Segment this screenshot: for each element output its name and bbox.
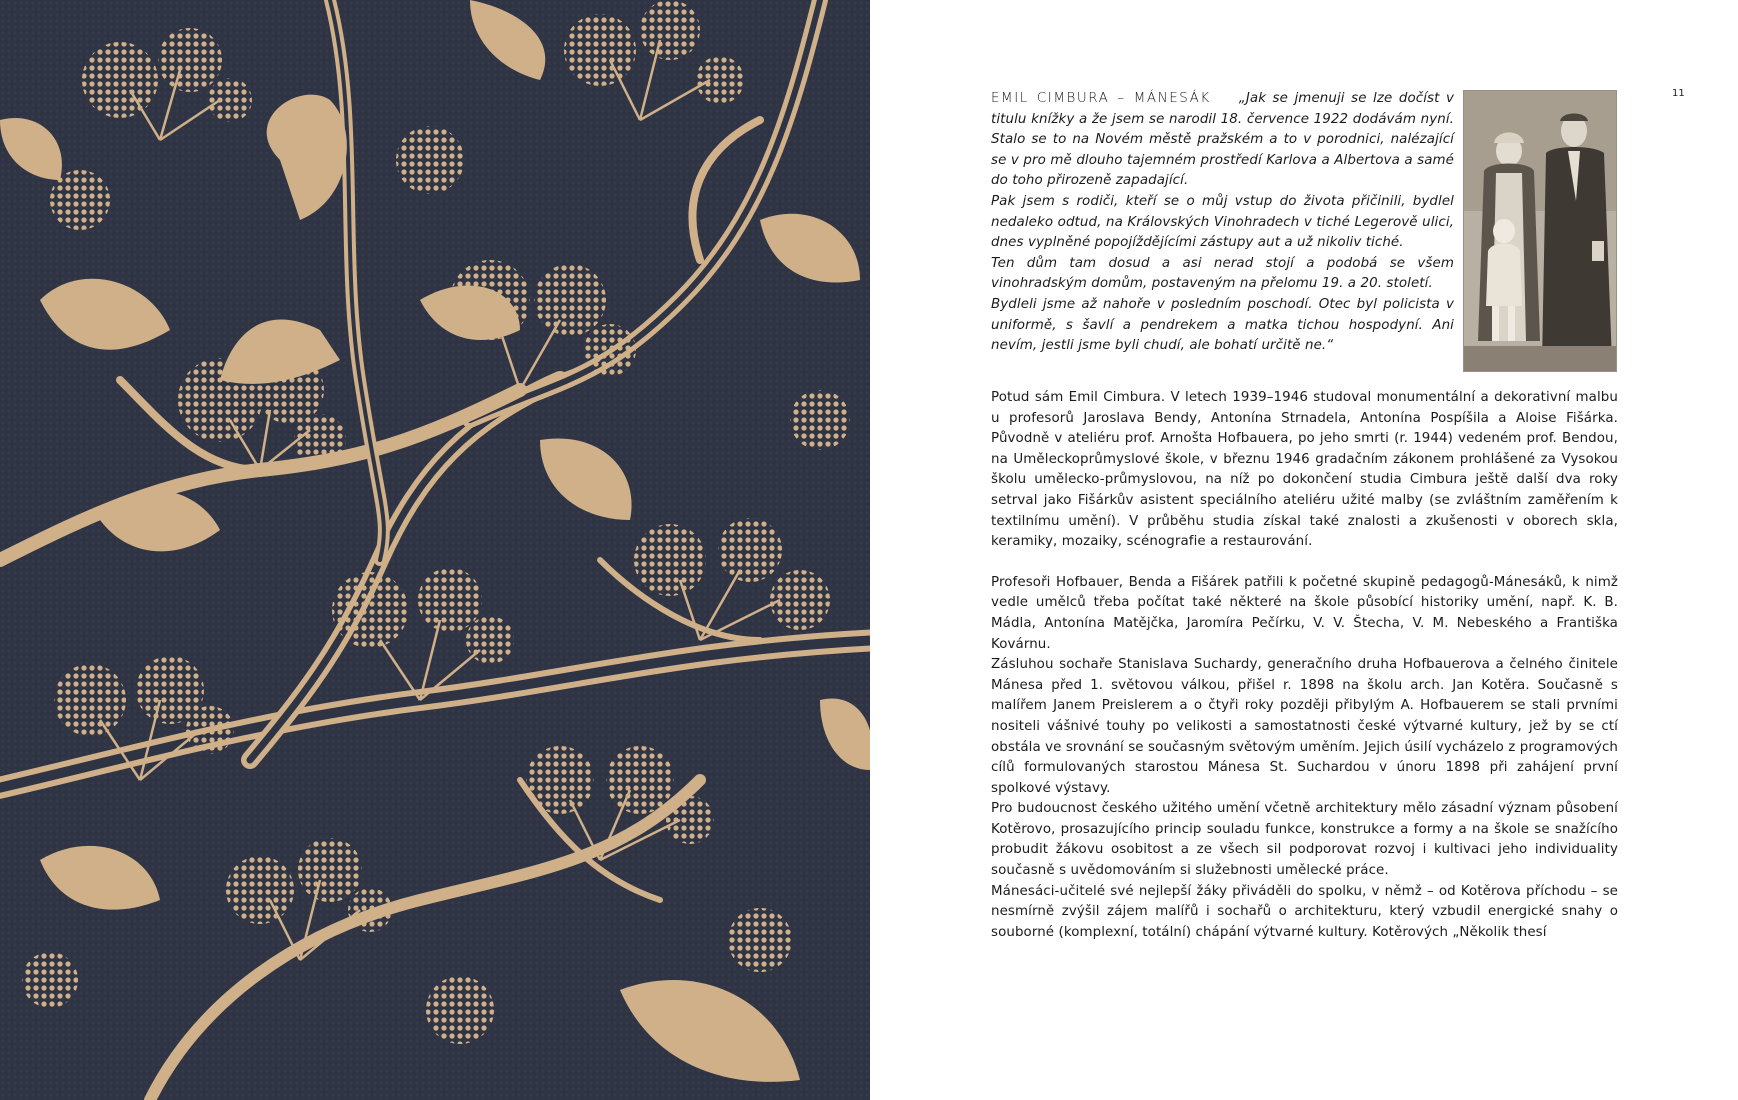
article: [991, 89, 1618, 943]
body-text: [991, 388, 1618, 943]
family-photo: [1464, 91, 1616, 371]
quote-paragraph-1: [991, 89, 1454, 192]
page-number: 11: [1672, 88, 1685, 99]
paragraph-1: Potud sám Emil Cimbura. V letech 1939–1946 studoval monumentální a dekorativní malbu u profesorů Jaroslava Bendy, Antonína Strnadela, Antonína Pospíšila a Aloise Fišárka. Původně v ateliéru prof. Arnošta Hofbauera, po jeho smrti (r. 1944) vedeném prof. Bendou, na Uměleckoprůmyslové škole, v březnu 1946 gradačním zákonem prohlášené za Vysokou školu umělecko-průmyslovou, na níž po dokončení studia Cimbura ještě další dva roky setrval jako Fišárkův asistent speciálního ateliéru užité malby (se zvláštním zaměřením k textilnímu umění). V průběhu studia získal také znalosti a zkušenosti v oborech skla, keramiky, mozaiky, scénografie a restaurování.: [991, 390, 1618, 550]
paragraph-2: Profesoři Hofbauer, Benda a Fišárek patřili k početné skupině pedagogů-Mánesáků, k nimž vedle umělců třeba počítat také některé na škole působící historiky umění, např. K. B. Mádla, Antonína Matějčka, Jaromíra Pečírku, V. V. Štecha, V. M. Nebeského a Františka Kovárnu.: [991, 574, 1618, 652]
quote-paragraph-3: Ten dům tam dosud a asi nerad stojí a podobá se všem vinohradským domům, postaveným na přelomu 19. a 20. století.: [991, 255, 1454, 292]
quote-paragraph-4: Bydleli jsme až nahoře v posledním poschodí. Otec byl policista v uniformě, s šavlí a pendrekem a matka tichou hospodyní. Ani nevím, jestli jsme byli chudí, ale bohatí určitě ne.“: [991, 296, 1454, 354]
quote-text-1: „Jak se jmenuji se lze dočíst v titulu knížky a že jsem se narodil 18. července 1922 dodávám nyní. Stalo se to na Novém městě pražském a to v porodnici, nalézající se v pro mě dlouho tajemném prostředí Karlova a Albertova a samé do toho přirozeně zapadající.: [991, 91, 1455, 189]
paragraph-4: Pro budoucnost českého užitého umění včetně architektury mělo zásadní význam působení Kotěrovo, prosazujícího princip souladu funkce, konstrukce a formy a na škole se snažícího probudit žákovu osobitost a ze všech sil podporovat rozvoj i kultivaci jeho individuality současně s uvědomováním si služebnosti umělecké práce.: [991, 801, 1618, 879]
paragraph-3: Zásluhou sochaře Stanislava Suchardy, generačního druha Hofbauerova a čelného činitele Mánesa před 1. světovou válkou, přišel r. 1898 na školu arch. Jan Kotěra. Současně s malířem Janem Preislerem a o čtyři roky později přibylým A. Hofbauerem se stali prvními nositeli vášnivé touhy po velikosti a samostatnosti české výtvarné kultury, jež by se ctí obstála ve srovnání se současným světovým uměním. Jejich úsilí vycházelo z programových cílů formulovaných starostou Mánesa St. Suchardou v únoru 1898 při zahájení první spolkové výstavy.: [991, 657, 1618, 796]
intro-block: [991, 89, 1488, 374]
right-page-text: [870, 0, 1738, 1100]
quote: [991, 89, 1454, 357]
quote-paragraph-2: Pak jsem s rodiči, kteří se o můj vstup do života přičinili, bydlel nedaleko odtud, na Královských Vinohradech v tiché Legerově ulici, dnes vyplněné popojíždějícími zástupy aut a už nikoliv tiché.: [991, 193, 1454, 251]
family-photo-icon: [1464, 91, 1616, 371]
author-label: EMIL CIMBURA – MÁNESÁK: [991, 91, 1211, 106]
paragraph-5: Mánesáci-učitelé své nejlepší žáky přiváděli do spolku, v němž – od Kotěrova příchodu – se nesmírně zvýšil zájem malířů i sochařů o architekturu, který vzbudil energické snahy o souborné (komplexní, totální) chápání výtvarné kultury. Kotěrových „Několik thesí: [991, 883, 1618, 940]
